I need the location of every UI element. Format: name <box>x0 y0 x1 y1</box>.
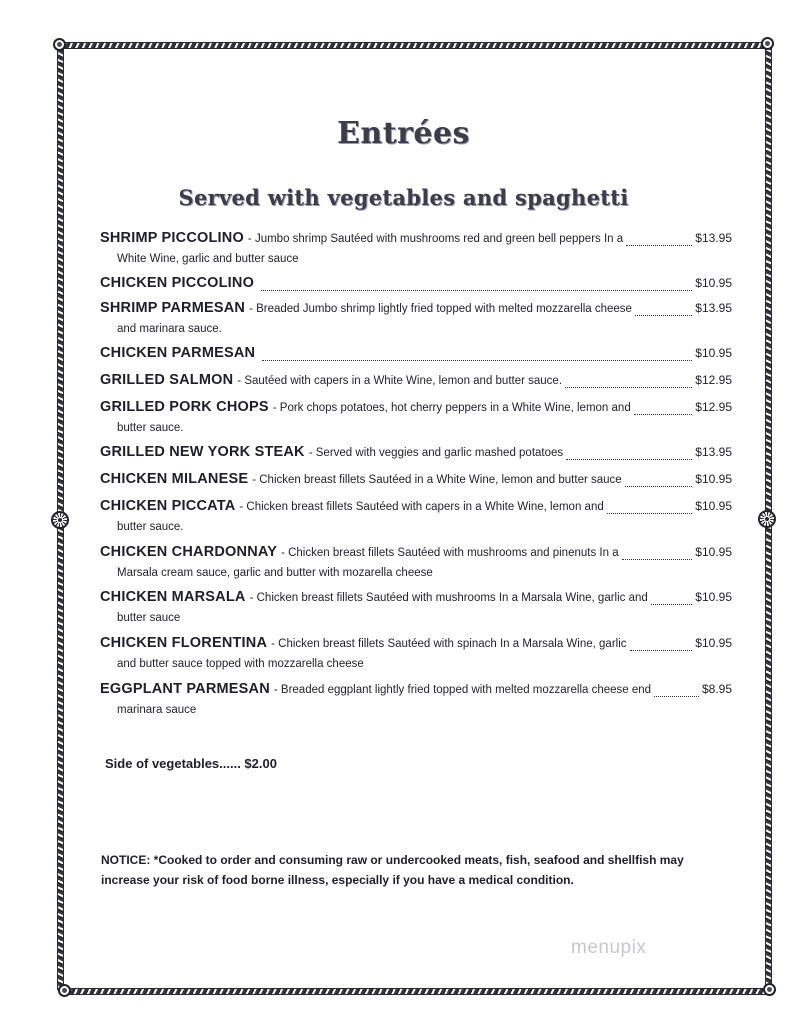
item-description: - Chicken breast fillets Sautéed with mushrooms and pinenuts In a <box>281 547 619 559</box>
item-price: $10.95 <box>695 346 732 360</box>
item-price: $12.95 <box>695 400 732 414</box>
item-name: GRILLED NEW YORK STEAK <box>100 444 305 460</box>
item-description: - Jumbo shrimp Sautéed with mushrooms red and green bell peppers In a <box>247 233 624 245</box>
item-description-continued: marinara sauce <box>117 704 197 716</box>
page-title: Entrées <box>337 116 470 151</box>
item-description-continued: and marinara sauce. <box>117 323 222 335</box>
dot-leader <box>262 359 692 361</box>
dot-leader <box>634 413 693 415</box>
dot-leader <box>565 386 692 388</box>
item-name: CHICKEN FLORENTINA <box>100 635 268 651</box>
menu-item <box>100 471 732 493</box>
rope-knot-icon <box>58 984 71 997</box>
menu-item <box>100 544 732 579</box>
item-description-continued: butter sauce <box>117 612 181 624</box>
item-description: - Chicken breast fillets Sautéed with capers in a White Wine, lemon and <box>239 501 604 513</box>
dot-leader <box>654 695 699 697</box>
item-description-continued: and butter sauce topped with mozzarella cheese <box>117 658 364 670</box>
item-name: SHRIMP PICCOLINO <box>100 230 244 246</box>
rope-border-bottom <box>67 988 767 995</box>
item-name: CHICKEN CHARDONNAY <box>100 544 278 560</box>
item-description: - Sautéed with capers in a White Wine, lemon and butter sauce. <box>237 375 563 387</box>
item-name: CHICKEN MARSALA <box>100 589 246 605</box>
item-description: - Breaded eggplant lightly fried topped with melted mozzarella cheese end <box>273 684 652 696</box>
dot-leader <box>651 603 693 605</box>
dot-leader <box>626 244 692 246</box>
rope-border-top <box>62 42 765 49</box>
item-name: GRILLED SALMON <box>100 372 234 388</box>
item-description: - Chicken breast fillets Sautéed with spinach In a Marsala Wine, garlic <box>271 638 627 650</box>
menu-item <box>100 681 732 716</box>
item-description-continued: Marsala cream sauce, garlic and butter with mozarella cheese <box>117 567 433 579</box>
item-price: $13.95 <box>695 445 732 459</box>
item-name: CHICKEN PARMESAN <box>100 345 256 361</box>
rope-knot-icon <box>761 37 774 50</box>
dot-leader <box>635 314 692 316</box>
menu-item <box>100 275 732 297</box>
rope-knot-icon <box>53 38 66 51</box>
medallion-icon <box>758 510 776 528</box>
item-description: - Chicken breast fillets Sautéed in a White Wine, lemon and butter sauce <box>252 474 622 486</box>
dot-leader <box>622 558 693 560</box>
item-price: $10.95 <box>695 472 732 486</box>
item-description: - Breaded Jumbo shrimp lightly fried topped with melted mozzarella cheese <box>249 303 632 315</box>
item-price: $10.95 <box>695 590 732 604</box>
item-description: - Pork chops potatoes, hot cherry peppers in a White Wine, lemon and <box>272 402 631 414</box>
item-name: GRILLED PORK CHOPS <box>100 399 269 415</box>
item-name: CHICKEN PICCOLINO <box>100 275 255 291</box>
menu-item <box>100 345 732 367</box>
menu-item <box>100 498 732 533</box>
menu-item <box>100 399 732 434</box>
item-name: CHICKEN MILANESE <box>100 471 249 487</box>
menu-item <box>100 230 732 265</box>
menu-item <box>100 444 732 466</box>
item-price: $8.95 <box>701 682 732 696</box>
menu-item <box>100 300 732 335</box>
item-price: $10.95 <box>695 276 732 290</box>
item-name: CHICKEN PICCATA <box>100 498 236 514</box>
dot-leader <box>261 289 692 291</box>
item-name: SHRIMP PARMESAN <box>100 300 246 316</box>
item-price: $10.95 <box>695 499 732 513</box>
dot-leader <box>625 485 693 487</box>
item-description-continued: butter sauce. <box>117 422 184 434</box>
item-description-continued: White Wine, garlic and butter sauce <box>117 253 299 265</box>
dot-leader <box>566 458 692 460</box>
menu-item <box>100 635 732 670</box>
item-price: $10.95 <box>695 545 732 559</box>
item-price: $13.95 <box>695 301 732 315</box>
item-description-continued: butter sauce. <box>117 521 184 533</box>
side-of-vegetables: Side of vegetables...... $2.00 <box>105 756 277 771</box>
item-price: $13.95 <box>695 231 732 245</box>
dot-leader <box>607 512 693 514</box>
medallion-icon <box>51 511 69 529</box>
item-description: - Chicken breast fillets Sautéed with mushrooms In a Marsala Wine, garlic and <box>249 592 648 604</box>
item-price: $10.95 <box>695 636 732 650</box>
rope-knot-icon <box>763 983 776 996</box>
item-price: $12.95 <box>695 373 732 387</box>
menu-item <box>100 372 732 394</box>
menu-item <box>100 589 732 624</box>
food-safety-notice: NOTICE: *Cooked to order and consuming raw or undercooked meats, fish, seafood and shellfish may increase your risk of food borne illness, especially if you have a medical condition. <box>101 853 684 887</box>
dot-leader <box>630 649 693 651</box>
watermark: menupix <box>571 937 647 958</box>
item-description: - Served with veggies and garlic mashed potatoes <box>308 447 564 459</box>
item-name: EGGPLANT PARMESAN <box>100 681 270 697</box>
page-subtitle: Served with vegetables and spaghetti <box>178 185 629 210</box>
